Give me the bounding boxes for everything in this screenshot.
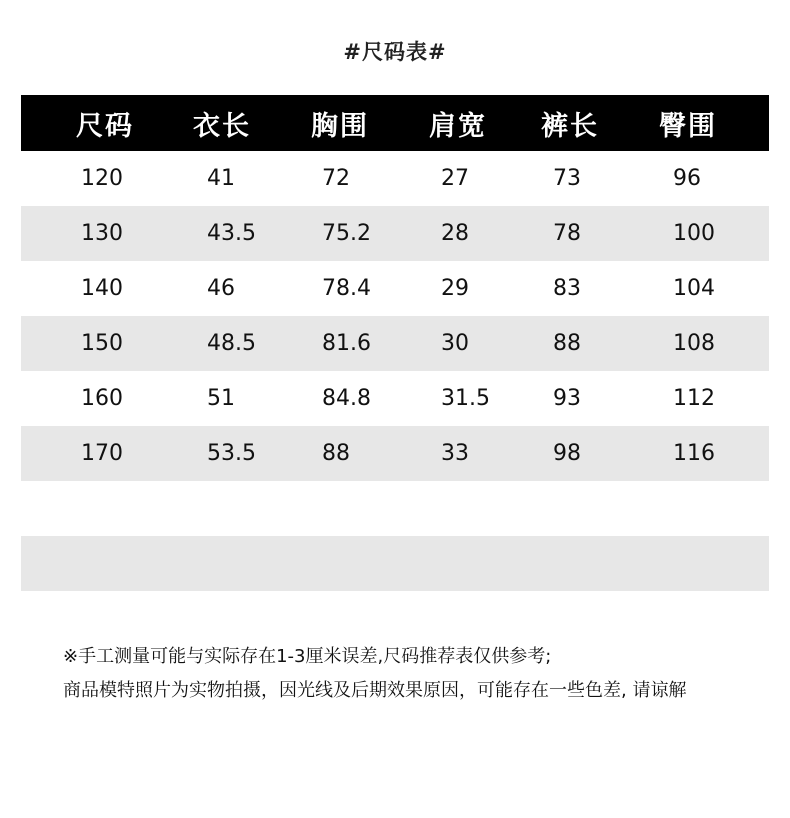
cell-pants-length: 78 xyxy=(553,221,581,246)
cell-length: 41 xyxy=(207,166,235,191)
header-size: 尺码 xyxy=(76,110,134,142)
cell-length: 51 xyxy=(207,386,235,411)
cell-shoulder: 28 xyxy=(441,221,469,246)
cell-chest: 75.2 xyxy=(322,221,371,246)
cell-hip: 100 xyxy=(673,221,715,246)
cell-hip: 96 xyxy=(673,166,701,191)
color-disclaimer-note: 商品模特照片为实物拍摄，因光线及后期效果原因，可能存在一些色差, 请谅解 xyxy=(63,680,687,701)
cell-hip: 116 xyxy=(673,441,715,466)
cell-size: 160 xyxy=(81,386,123,411)
cell-hip: 104 xyxy=(673,276,715,301)
cell-chest: 81.6 xyxy=(322,331,371,356)
measurement-note: ※手工测量可能与实际存在1-3厘米误差,尺码推荐表仅供参考; xyxy=(63,646,552,667)
cell-hip: 112 xyxy=(673,386,715,411)
header-chest: 胸围 xyxy=(311,110,369,142)
header-length: 衣长 xyxy=(193,110,251,142)
cell-length: 46 xyxy=(207,276,235,301)
cell-pants-length: 88 xyxy=(553,331,581,356)
table-row-empty xyxy=(21,481,769,536)
header-pants-length: 裤长 xyxy=(541,110,599,142)
cell-length: 48.5 xyxy=(207,331,256,356)
cell-shoulder: 31.5 xyxy=(441,386,490,411)
cell-chest: 72 xyxy=(322,166,350,191)
table-row xyxy=(21,261,769,316)
table-row xyxy=(21,316,769,371)
cell-chest: 88 xyxy=(322,441,350,466)
cell-pants-length: 98 xyxy=(553,441,581,466)
cell-shoulder: 33 xyxy=(441,441,469,466)
table-row xyxy=(21,426,769,481)
table-header-row xyxy=(21,95,769,151)
cell-hip: 108 xyxy=(673,331,715,356)
cell-size: 130 xyxy=(81,221,123,246)
table-row xyxy=(21,206,769,261)
table-row-empty xyxy=(21,536,769,591)
cell-chest: 78.4 xyxy=(322,276,371,301)
cell-pants-length: 93 xyxy=(553,386,581,411)
cell-length: 53.5 xyxy=(207,441,256,466)
cell-chest: 84.8 xyxy=(322,386,371,411)
header-hip: 臀围 xyxy=(659,110,717,142)
cell-size: 120 xyxy=(81,166,123,191)
size-table xyxy=(21,95,769,591)
page-title: #尺码表# xyxy=(343,40,447,64)
table-row xyxy=(21,371,769,426)
cell-shoulder: 27 xyxy=(441,166,469,191)
table-row xyxy=(21,151,769,206)
header-shoulder: 肩宽 xyxy=(429,110,487,142)
cell-pants-length: 83 xyxy=(553,276,581,301)
cell-size: 140 xyxy=(81,276,123,301)
cell-size: 170 xyxy=(81,441,123,466)
cell-length: 43.5 xyxy=(207,221,256,246)
cell-pants-length: 73 xyxy=(553,166,581,191)
cell-shoulder: 30 xyxy=(441,331,469,356)
cell-size: 150 xyxy=(81,331,123,356)
cell-shoulder: 29 xyxy=(441,276,469,301)
